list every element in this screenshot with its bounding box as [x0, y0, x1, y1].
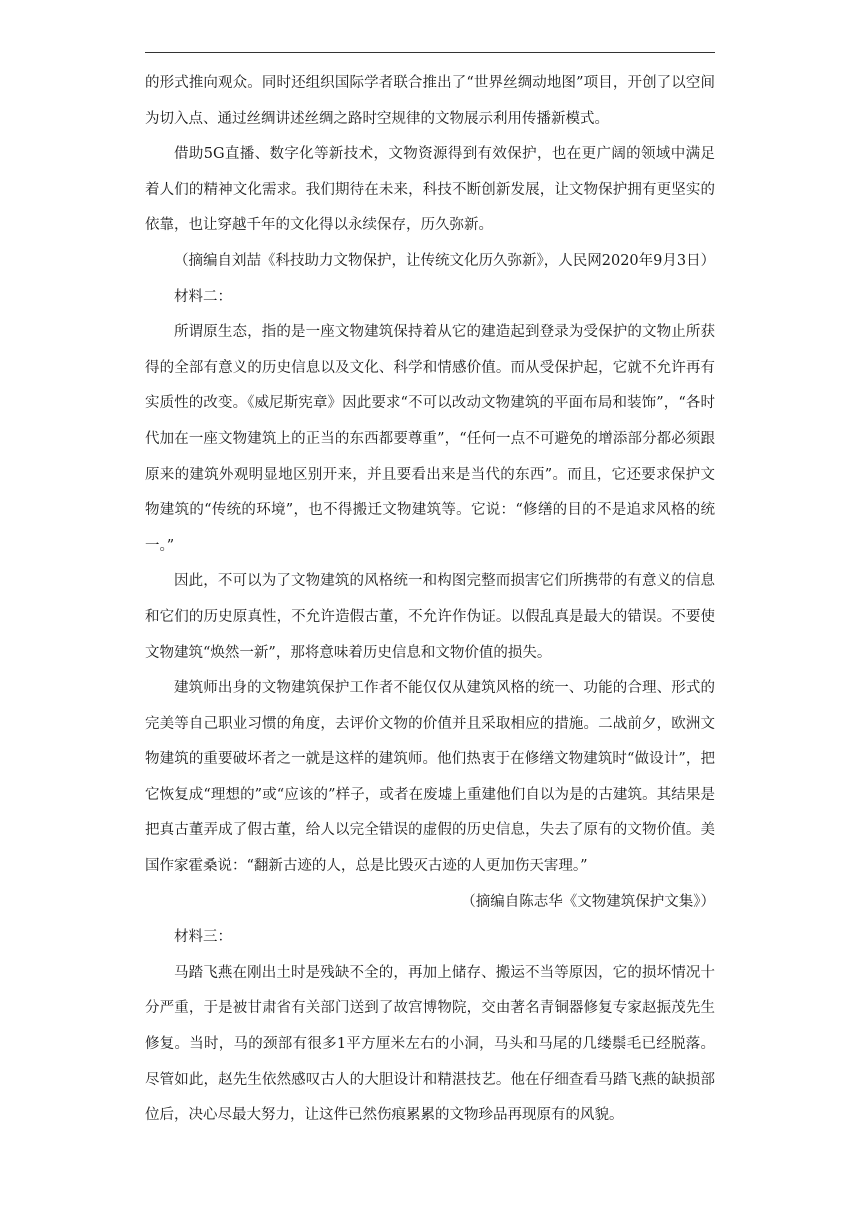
paragraph-original-ecology: 所谓原生态，指的是一座文物建筑保持着从它的建造起到登录为受保护的文物止所获得的全部有意义的历史信息以及文化、科学和情感价值。而从受保护起，它就不允许再有实质性的改变。《威尼斯宪章》因此要求“不可以改动文物建筑的平面布局和装饰”，“各时代加在一座文物建筑上的正当的东西都要尊重”，“任何一点不可避免的增添部分都必须跟原来的建筑外观明显地区别开来，并且要看出来是当代的东西”。而且，它还要求保护文物建筑的“传统的环境”，也不得搬迁文物建筑等。它说：“修缮的目的不是追求风格的统一。”: [145, 324, 715, 554]
source-citation-2: （摘编自陈志华《文物建筑保护文集》）: [461, 893, 715, 910]
paragraph-continuation: 的形式推向观众。同时还组织国际学者联合推出了“世界丝绸动地图”项目，开创了以空间为切入点、通过丝绸讲述丝绸之路时空规律的文物展示利用传播新模式。: [145, 75, 715, 127]
header-rule: [145, 52, 715, 53]
paragraph-authenticity: 因此，不可以为了文物建筑的风格统一和构图完整而损害它们所携带的有意义的信息和它们的历史原真性，不允许造假古董，不允许作伪证。以假乱真是最大的错误。不要使文物建筑“焕然一新”，那将意味着历史信息和文物价值的损失。: [145, 573, 715, 661]
article-body: [145, 66, 715, 1134]
source-citation-1: （摘编自刘喆《科技助力文物保护，让传统文化历久弥新》，人民网2020年9月3日）: [174, 252, 716, 269]
paragraph-architects: 建筑师出身的文物建筑保护工作者不能仅仅从建筑风格的统一、功能的合理、形式的完美等自己职业习惯的角度，去评价文物的价值并且采取相应的措施。二战前夕，欧洲文物建筑的重要破坏者之一就是这样的建筑师。他们热衷于在修缮文物建筑时“做设计”，把它恢复成“理想的”或“应该的”样子，或者在废墟上重建他们自以为是的古建筑。其结果是把真古董弄成了假古董，给人以完全错误的虚假的历史信息，失去了原有的文物价值。美国作家霍桑说：“翻新古迹的人，总是比毁灭古迹的人更加伤天害理。”: [145, 680, 715, 875]
section-heading-material-2: 材料二：: [174, 288, 232, 305]
paragraph-galloping-horse: 马踏飞燕在刚出土时是残缺不全的，再加上储存、搬运不当等原因，它的损坏情况十分严重，于是被甘肃省有关部门送到了故宫博物院，交由著名青铜器修复专家赵振茂先生修复。当时，马的颈部有很多1平方厘米左右的小洞，马头和马尾的几缕鬃毛已经脱落。尽管如此，赵先生依然感叹古人的大胆设计和精湛技艺。他在仔细查看马踏飞燕的缺损部位后，决心尽最大努力，让这件已然伤痕累累的文物珍品再现原有的风貌。: [145, 964, 715, 1124]
section-heading-material-3: 材料三：: [174, 929, 232, 946]
paragraph-technology: 借助5G直播、数字化等新技术，文物资源得到有效保护，也在更广阔的领域中满足着人们的精神文化需求。我们期待在未来，科技不断创新发展，让文物保护拥有更坚实的依靠，也让穿越千年的文化得以永续保存，历久弥新。: [145, 146, 715, 234]
